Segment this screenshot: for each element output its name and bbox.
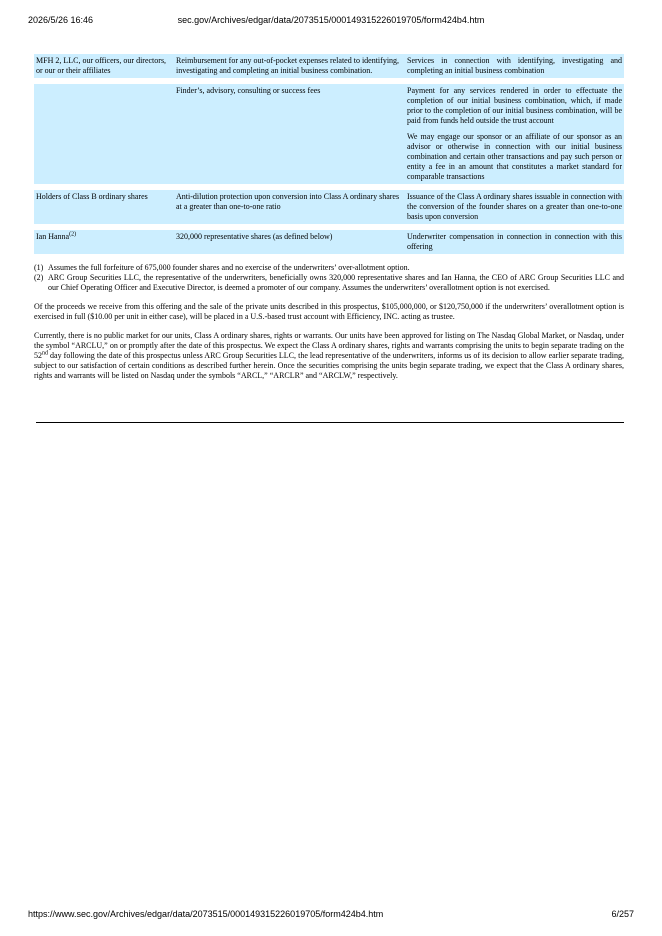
- table-row: [34, 54, 624, 78]
- service-cell: Issuance of the Class A ordinary shares issuable in connection with the conversion of the founder shares on a greater than one-to-one basis upon conversion: [405, 190, 624, 224]
- table-row: [34, 230, 624, 254]
- print-datetime: 2026/5/26 16:46: [28, 15, 94, 25]
- service-cell: Underwriter compensation in connection in connection with this offering: [405, 230, 624, 254]
- page-url: https://www.sec.gov/Archives/edgar/data/2073515/000149315226019705/form424b4.htm: [28, 909, 384, 919]
- footnote-number: (1): [34, 263, 44, 272]
- service-text-2: We may engage our sponsor or an affiliate of our sponsor as an advisor or otherwise in connection with our initial business combination and certain other transactions and pay such person or entity a fee in an amount that constitutes a market standard for comparable transactions: [407, 132, 622, 181]
- document-content: [34, 54, 624, 381]
- amount-cell: 320,000 representative shares (as defined below): [174, 230, 405, 254]
- listing-text-a: Currently, there is no public market for our units, Class A ordinary shares, rights or warrants. Our units have been approved for listing on The Nasdaq Global Market, or Nasdaq, under the symbol “ARCLU,” on or promptly after the date of this prospectus. We expect the Class A ordinary shares, rights and warrants comprising the units to begin separate trading on the 52: [34, 331, 624, 360]
- page-counter: 6/257: [611, 909, 634, 919]
- footnote: [34, 263, 624, 273]
- amount-cell: Finder’s, advisory, consulting or success fees: [174, 84, 405, 184]
- ordinal-suffix: nd: [42, 350, 48, 357]
- service-cell: [405, 84, 624, 184]
- amount-cell: Reimbursement for any out-of-pocket expenses related to identifying, investigating and completing an initial business combination.: [174, 54, 405, 78]
- table-row: [34, 84, 624, 184]
- footnote-text: ARC Group Securities LLC, the representative of the underwriters, beneficially owns 320,000 representative shares and Ian Hanna, the CEO of ARC Group Securities LLC and our Chief Operating Officer and Executive Director, is deemed a promoter of our company. Assumes the underwriters’ overallotment option is not exercised.: [48, 273, 624, 292]
- page-rule: [36, 422, 624, 423]
- footnotes: [34, 263, 624, 293]
- footnote-number: (2): [34, 273, 44, 282]
- browser-footer: [0, 909, 662, 923]
- entity-cell: [34, 84, 174, 184]
- footnote-text: Assumes the full forfeiture of 675,000 founder shares and no exercise of the underwriters’ over-allotment option.: [48, 263, 410, 272]
- entity-cell: [34, 230, 174, 254]
- footnote-ref: (2): [69, 231, 77, 238]
- page-title: sec.gov/Archives/edgar/data/2073515/000149315226019705/form424b4.htm: [177, 15, 485, 25]
- browser-header: [0, 15, 662, 29]
- entity-cell: Holders of Class B ordinary shares: [34, 190, 174, 224]
- footnote: [34, 273, 624, 293]
- compensation-table: [34, 54, 624, 254]
- service-cell: Services in connection with identifying, investigating and completing an initial business combination: [405, 54, 624, 78]
- service-text: Payment for any services rendered in order to effectuate the completion of our initial business combination, which, if made prior to the completion of our initial business combination, will be paid from funds held outside the trust account: [407, 86, 622, 125]
- listing-text-b: day following the date of this prospectus unless ARC Group Securities LLC, the lead representative of the underwriters, informs us of its decision to allow earlier separate trading, subject to our satisfaction of certain conditions as described further herein. Once the securities comprising the units begin separate trading, we expect that the Class A ordinary shares, rights and warrants will be listed on Nasdaq under the symbols “ARCL,” “ARCLR” and “ARCLW,” respectively.: [34, 351, 624, 380]
- entity-cell: MFH 2, LLC, our officers, our directors, or our or their affiliates: [34, 54, 174, 78]
- entity-name: Ian Hanna: [36, 232, 70, 241]
- trust-proceeds-paragraph: Of the proceeds we receive from this offering and the sale of the private units described in this prospectus, $105,000,000, or $120,750,000 if the underwriters’ overallotment option is exercised in full ($10.00 per unit in either case), will be placed in a U.S.-based trust account with Efficiency, INC. acting as trustee.: [34, 302, 624, 321]
- table-row: [34, 190, 624, 224]
- amount-cell: Anti-dilution protection upon conversion into Class A ordinary shares at a greater than one-to-one ratio: [174, 190, 405, 224]
- listing-paragraph: [34, 331, 624, 381]
